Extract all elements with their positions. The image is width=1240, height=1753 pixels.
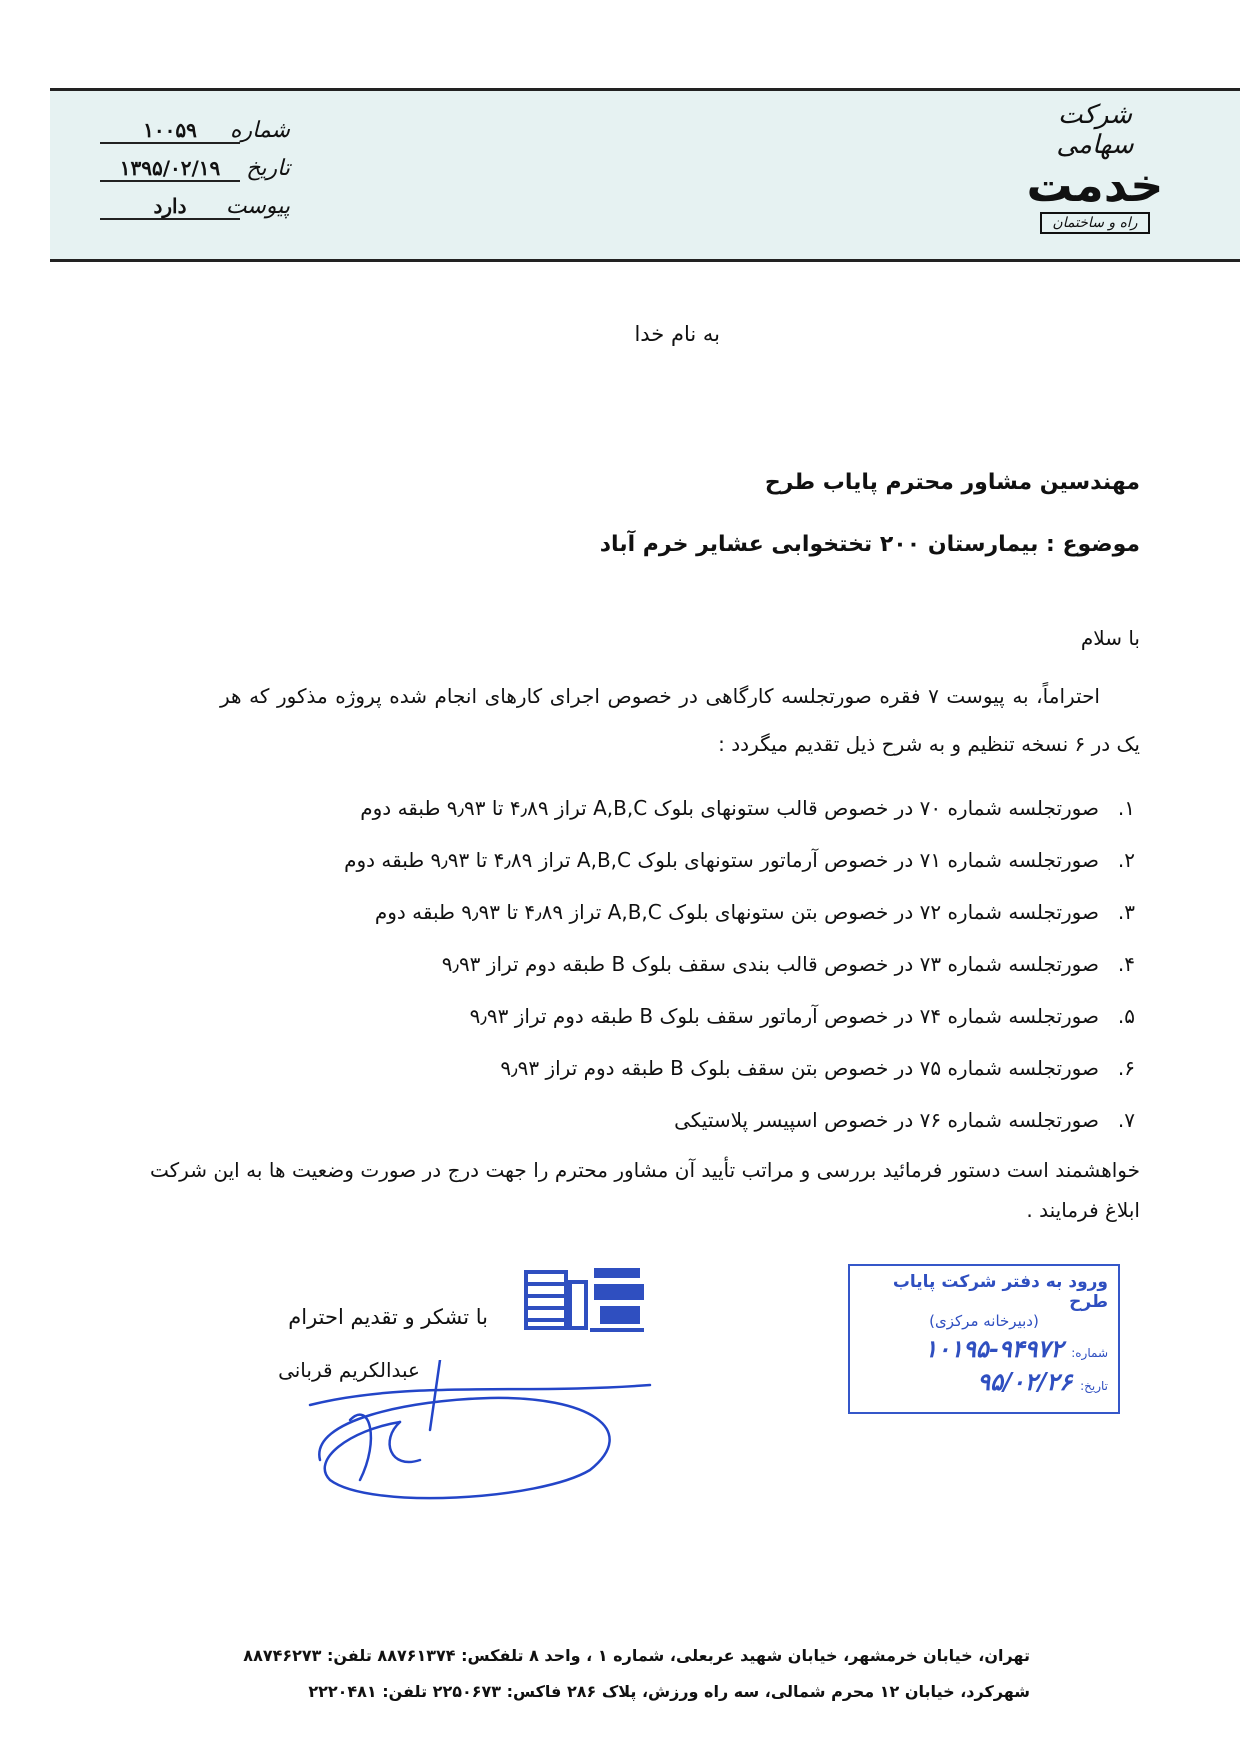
list-item	[344, 1094, 1135, 1146]
bismillah: به نام خدا	[634, 322, 720, 346]
subject-line: موضوع : بیمارستان ۲۰۰ تختخوابی عشایر خرم آباد	[599, 532, 1140, 557]
list-item-number: ۳.	[1117, 900, 1135, 924]
footer-address-shahrekord: شهرکرد، خیابان ۱۲ محرم شمالی، سه راه ورزش، پلاک ۲۸۶ فاکس: ۲۲۵۰۶۷۳ تلفن: ۲۲۲۰۴۸۱	[308, 1682, 1030, 1701]
meta-attachment-label: پیوست	[225, 194, 290, 219]
meta-number-value: ۱۰۰۵۹	[100, 118, 240, 144]
list-item	[344, 834, 1135, 886]
footer-addresses	[243, 1638, 1030, 1710]
reception-stamp-number-value: ۱۰۱۹۵-۹۴۹۷۲	[924, 1334, 1064, 1363]
reception-stamp-date-value: ۹۵/۰۲/۲۶	[977, 1367, 1073, 1396]
list-item-text: صورتجلسه شماره ۷۵ در خصوص بتن سقف بلوک B طبقه دوم تراز ۹٫۹۳	[500, 1056, 1099, 1080]
reception-stamp-subtitle: (دبیرخانه مرکزی)	[929, 1312, 1039, 1330]
meta-date-label: تاریخ	[246, 156, 290, 181]
logo-company-name: خدمت	[1026, 158, 1164, 212]
minutes-list	[344, 782, 1135, 1146]
list-item-text: صورتجلسه شماره ۷۶ در خصوص اسپیسر پلاستیکی	[674, 1108, 1099, 1132]
meta-attachment-row	[100, 194, 290, 232]
list-item-text: صورتجلسه شماره ۷۳ در خصوص قالب بندی سقف بلوک B طبقه دوم تراز ۹٫۹۳	[441, 952, 1099, 976]
list-item-text: صورتجلسه شماره ۷۰ در خصوص قالب ستونهای بلوک A,B,C تراز ۴٫۸۹ تا ۹٫۹۳ طبقه دوم	[360, 796, 1099, 820]
addressee: مهندسین مشاور محترم پایاب طرح	[764, 470, 1140, 495]
company-logo	[1020, 100, 1170, 231]
signer-name: عبدالکریم قربانی	[278, 1358, 420, 1382]
list-item-number: ۷.	[1117, 1108, 1135, 1132]
signature-drawing	[290, 1360, 670, 1510]
list-item-number: ۵.	[1117, 1004, 1135, 1028]
meta-date-row	[100, 156, 290, 194]
list-item-text: صورتجلسه شماره ۷۲ در خصوص بتن ستونهای بلوک A,B,C تراز ۴٫۸۹ تا ۹٫۹۳ طبقه دوم	[374, 900, 1099, 924]
list-item-number: ۶.	[1117, 1056, 1135, 1080]
meta-number-label: شماره	[229, 118, 290, 143]
list-item-number: ۱.	[1117, 796, 1135, 820]
list-item-text: صورتجلسه شماره ۷۴ در خصوص آرماتور سقف بلوک B طبقه دوم تراز ۹٫۹۳	[469, 1004, 1099, 1028]
intro-paragraph: احتراماً، به پیوست ۷ فقره صورتجلسه کارگاهی در خصوص اجرای کارهای انجام شده پروژه مذکور که هر یک در ۶ نسخه تنظیم و به شرح ذیل تقدیم میگردد :	[220, 684, 1140, 756]
closing-paragraph: خواهشمند است دستور فرمائید بررسی و مراتب تأیید آن مشاور محترم را جهت درج در صورت وضعیت ها به این شرکت ابلاغ فرمایند .	[150, 1158, 1140, 1222]
list-item	[344, 886, 1135, 938]
reception-stamp-date-row	[860, 1367, 1108, 1396]
logo-company-type: شرکت سهامی	[1056, 100, 1134, 160]
reception-stamp-title: ورود به دفتر شرکت پایاب طرح	[892, 1272, 1108, 1312]
list-item	[344, 1042, 1135, 1094]
footer-address-tehran: تهران، خیابان خرمشهر، خیابان شهید عربعلی، شماره ۱ ، واحد ۸ تلفکس: ۸۸۷۶۱۳۷۴ تلفن: ۸۸۷۴۶۲۷۳	[243, 1646, 1030, 1665]
reception-stamp	[848, 1264, 1120, 1414]
list-item	[344, 990, 1135, 1042]
list-item-number: ۴.	[1117, 952, 1135, 976]
list-item	[344, 938, 1135, 990]
logo-tagline: راه و ساختمان	[1040, 212, 1149, 234]
meta-date-value: ۱۳۹۵/۰۲/۱۹	[100, 156, 240, 182]
list-item-text: صورتجلسه شماره ۷۱ در خصوص آرماتور ستونهای بلوک A,B,C تراز ۴٫۸۹ تا ۹٫۹۳ طبقه دوم	[344, 848, 1099, 872]
list-item-number: ۲.	[1117, 848, 1135, 872]
company-stamp-icon	[520, 1258, 650, 1338]
reception-stamp-date-label: تاریخ:	[1080, 1379, 1108, 1393]
list-item	[344, 782, 1135, 834]
closing-salutation: با تشکر و تقدیم احترام	[288, 1305, 488, 1329]
letter-meta	[100, 118, 290, 232]
meta-number-row	[100, 118, 290, 156]
meta-attachment-value: دارد	[100, 194, 240, 220]
reception-stamp-number-row	[860, 1334, 1108, 1363]
greeting: با سلام	[1080, 626, 1140, 650]
reception-stamp-number-label: شماره:	[1071, 1346, 1108, 1360]
